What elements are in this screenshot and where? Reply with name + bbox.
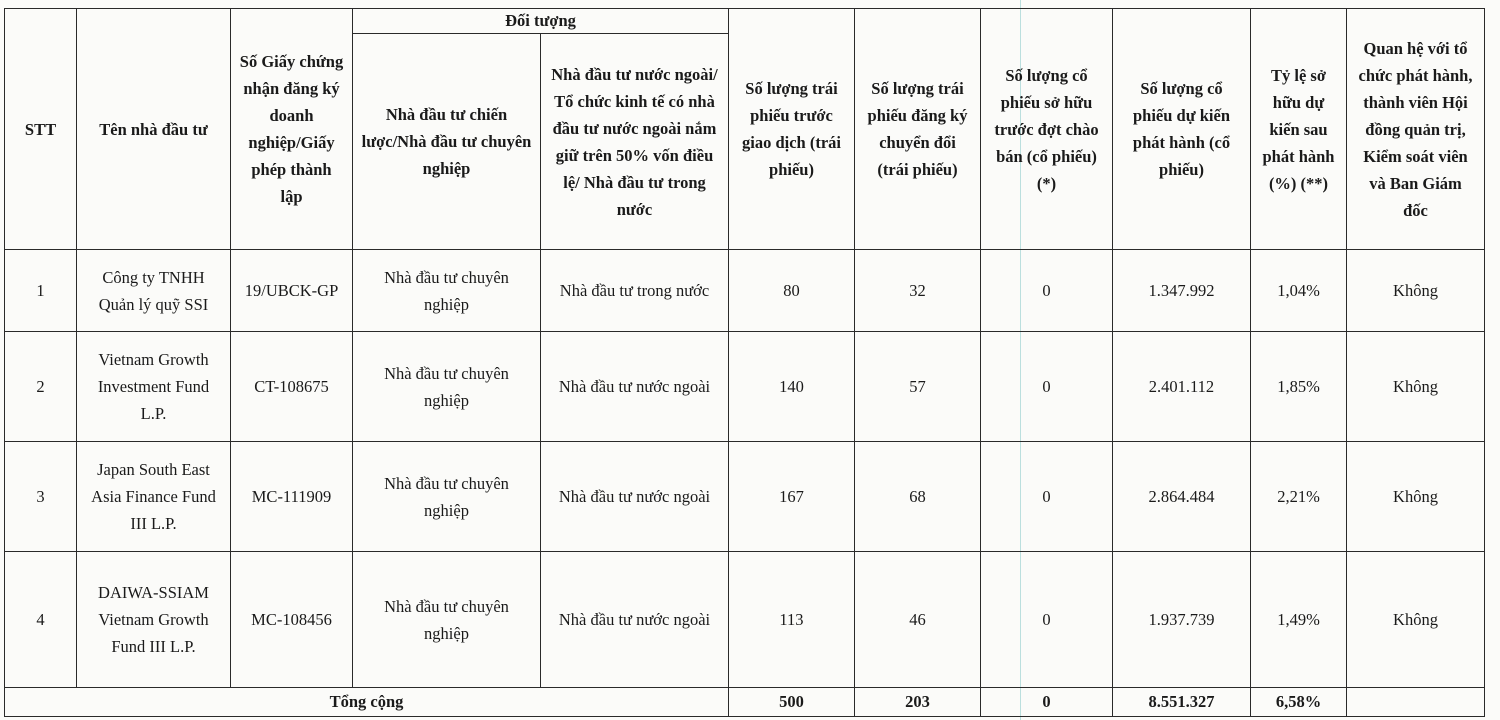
cell-investor-name: DAIWA-SSIAM Vietnam Growth Fund III L.P. — [77, 552, 231, 688]
cell-stt: 2 — [5, 332, 77, 442]
cell-investor-name: Công ty TNHH Quản lý quỹ SSI — [77, 250, 231, 332]
cell-bonds-before: 113 — [729, 552, 855, 688]
cell-ownership-ratio: 1,04% — [1251, 250, 1347, 332]
cell-bonds-before: 80 — [729, 250, 855, 332]
cell-shares-expected: 2.864.484 — [1113, 442, 1251, 552]
cell-ownership-ratio: 1,49% — [1251, 552, 1347, 688]
total-bonds-registered: 203 — [855, 688, 981, 717]
table-row — [5, 332, 1485, 442]
cell-investor-name: Japan South East Asia Finance Fund III L.P. — [77, 442, 231, 552]
cell-shares-owned: 0 — [981, 332, 1113, 442]
cell-ownership-ratio: 2,21% — [1251, 442, 1347, 552]
cell-relationship: Không — [1347, 250, 1485, 332]
cell-investor-origin: Nhà đầu tư nước ngoài — [541, 332, 729, 442]
header-registration-number: Số Giấy chứng nhận đăng ký doanh nghiệp/Giấy phép thành lập — [231, 9, 353, 250]
cell-bonds-registered: 68 — [855, 442, 981, 552]
header-relationship: Quan hệ với tổ chức phát hành, thành viên Hội đồng quản trị, Kiểm soát viên và Ban Giám đốc — [1347, 9, 1485, 250]
cell-stt: 3 — [5, 442, 77, 552]
cell-investor-origin: Nhà đầu tư trong nước — [541, 250, 729, 332]
total-shares-expected: 8.551.327 — [1113, 688, 1251, 717]
header-shares-owned: Số lượng cổ phiếu sở hữu trước đợt chào bán (cổ phiếu) (*) — [981, 9, 1113, 250]
cell-relationship: Không — [1347, 442, 1485, 552]
cell-shares-owned: 0 — [981, 552, 1113, 688]
total-shares-owned: 0 — [981, 688, 1113, 717]
cell-relationship: Không — [1347, 332, 1485, 442]
header-shares-expected: Số lượng cổ phiếu dự kiến phát hành (cổ phiếu) — [1113, 9, 1251, 250]
total-relationship — [1347, 688, 1485, 717]
header-investor-name: Tên nhà đầu tư — [77, 9, 231, 250]
cell-registration-number: 19/UBCK-GP — [231, 250, 353, 332]
cell-bonds-before: 140 — [729, 332, 855, 442]
cell-registration-number: MC-111909 — [231, 442, 353, 552]
cell-shares-owned: 0 — [981, 250, 1113, 332]
cell-ownership-ratio: 1,85% — [1251, 332, 1347, 442]
cell-stt: 1 — [5, 250, 77, 332]
cell-investor-type: Nhà đầu tư chuyên nghiệp — [353, 250, 541, 332]
cell-relationship: Không — [1347, 552, 1485, 688]
cell-investor-type: Nhà đầu tư chuyên nghiệp — [353, 552, 541, 688]
table-row — [5, 552, 1485, 688]
cell-bonds-registered: 57 — [855, 332, 981, 442]
header-ownership-ratio: Tỷ lệ sở hữu dự kiến sau phát hành (%) (**) — [1251, 9, 1347, 250]
cell-bonds-registered: 46 — [855, 552, 981, 688]
cell-investor-origin: Nhà đầu tư nước ngoài — [541, 552, 729, 688]
cell-investor-type: Nhà đầu tư chuyên nghiệp — [353, 332, 541, 442]
total-bonds-before: 500 — [729, 688, 855, 717]
cell-shares-expected: 2.401.112 — [1113, 332, 1251, 442]
cell-bonds-registered: 32 — [855, 250, 981, 332]
table-row — [5, 442, 1485, 552]
cell-shares-expected: 1.937.739 — [1113, 552, 1251, 688]
total-label: Tổng cộng — [5, 688, 729, 717]
cell-shares-owned: 0 — [981, 442, 1113, 552]
header-bonds-before: Số lượng trái phiếu trước giao dịch (trái phiếu) — [729, 9, 855, 250]
investor-table — [4, 8, 1485, 717]
total-ownership-ratio: 6,58% — [1251, 688, 1347, 717]
cell-stt: 4 — [5, 552, 77, 688]
header-investor-origin: Nhà đầu tư nước ngoài/ Tổ chức kinh tế có nhà đầu tư nước ngoài nắm giữ trên 50% vốn điều lệ/ Nhà đầu tư trong nước — [541, 34, 729, 250]
table-row — [5, 250, 1485, 332]
cell-investor-type: Nhà đầu tư chuyên nghiệp — [353, 442, 541, 552]
cell-investor-name: Vietnam Growth Investment Fund L.P. — [77, 332, 231, 442]
cell-investor-origin: Nhà đầu tư nước ngoài — [541, 442, 729, 552]
cell-bonds-before: 167 — [729, 442, 855, 552]
cell-shares-expected: 1.347.992 — [1113, 250, 1251, 332]
header-subject: Đối tượng — [353, 9, 729, 34]
header-investor-type: Nhà đầu tư chiến lược/Nhà đầu tư chuyên nghiệp — [353, 34, 541, 250]
cell-registration-number: CT-108675 — [231, 332, 353, 442]
cell-registration-number: MC-108456 — [231, 552, 353, 688]
header-stt: STT — [5, 9, 77, 250]
header-bonds-registered: Số lượng trái phiếu đăng ký chuyển đổi (trái phiếu) — [855, 9, 981, 250]
total-row — [5, 688, 1485, 717]
